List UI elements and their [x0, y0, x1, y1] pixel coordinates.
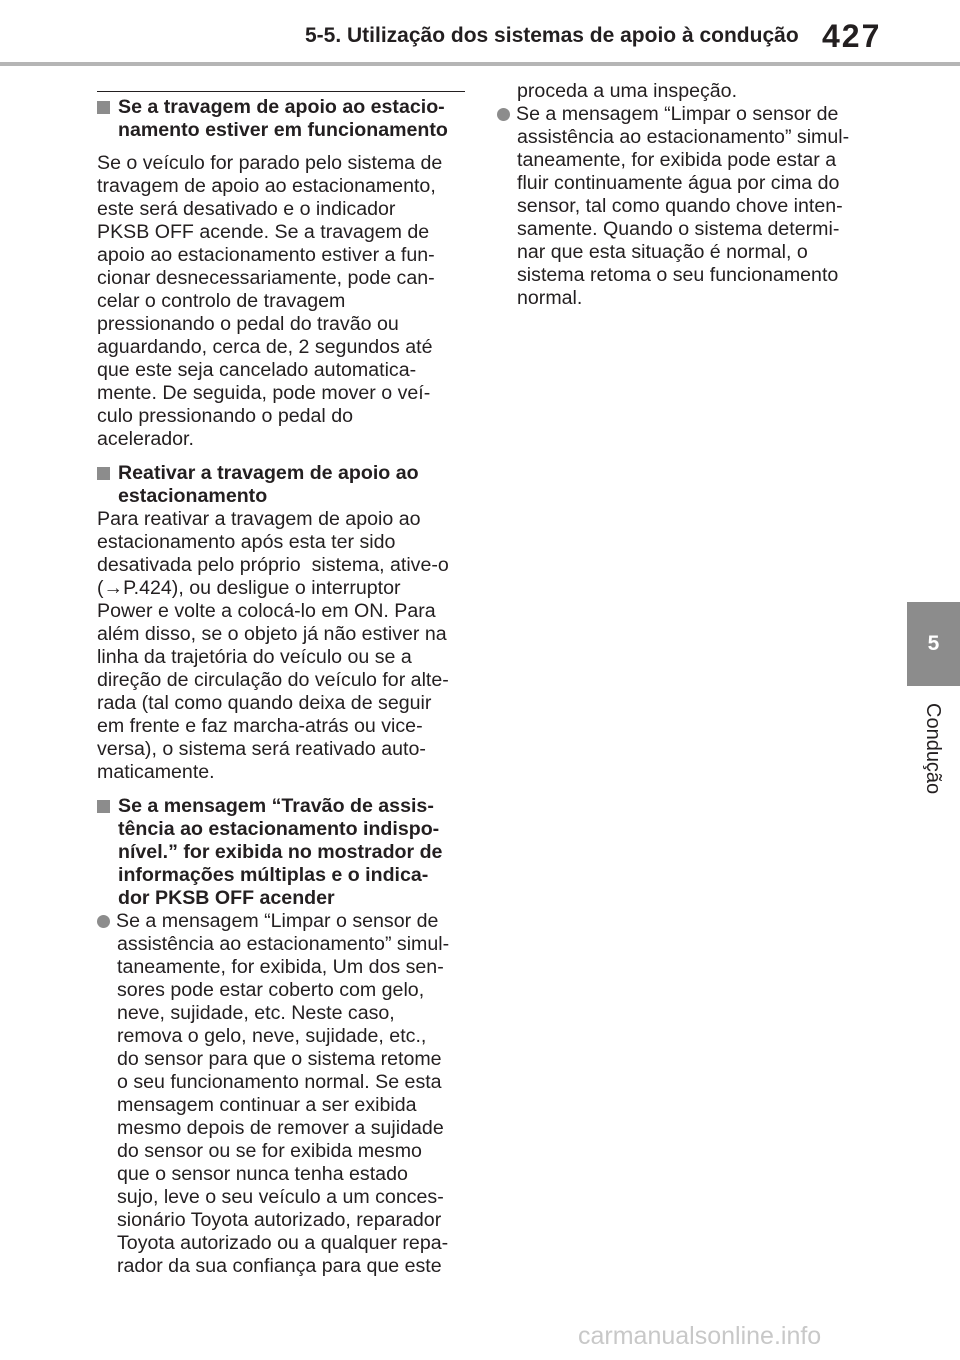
heading-line: dor PKSB OFF acender: [118, 887, 335, 909]
body-line: fluir continuamente água por cima do: [517, 172, 840, 194]
body-line: do sensor ou se for exibida mesmo: [117, 1140, 422, 1162]
bullet-item: [97, 910, 469, 933]
body-line: o seu funcionamento normal. Se esta: [117, 1071, 442, 1093]
body-line: rador da sua confiança para que este: [117, 1255, 442, 1277]
body-line: que o sensor nunca tenha estado: [117, 1163, 408, 1185]
section-brake-unavailable-message: [97, 795, 469, 1278]
section-body: [97, 152, 469, 451]
body-line: taneamente, for exibida pode estar a: [517, 149, 837, 171]
body-line: taneamente, for exibida, Um dos sen-: [117, 956, 444, 978]
body-line: neve, sujidade, etc. Neste caso,: [117, 1002, 395, 1024]
body-line: travagem de apoio ao estacionamento,: [97, 175, 436, 197]
section-body: [97, 508, 469, 784]
body-line: versa), o sistema será reativado auto-: [97, 738, 426, 760]
body-line: Para reativar a travagem de apoio ao: [97, 508, 421, 530]
chapter-tab: [907, 602, 960, 686]
section-heading: [97, 462, 469, 508]
watermark: carmanualsonline.info: [578, 1322, 822, 1350]
bullet-line: Se a mensagem “Limpar o sensor de: [516, 103, 839, 125]
body-line: que este seja cancelado automatica-: [97, 359, 417, 381]
body-line: mesmo depois de remover a sujidade: [117, 1117, 444, 1139]
body-line: proceda a uma inspeção.: [517, 80, 738, 102]
bullet-body: [497, 126, 873, 310]
body-line: do sensor para que o sistema retome: [117, 1048, 442, 1070]
body-line: linha da trajetória do veículo ou se a: [97, 646, 412, 668]
body-line: pressionando o pedal do travão ou: [97, 313, 399, 335]
body-line: em frente e faz marcha-atrás ou vice-: [97, 715, 423, 737]
heading-line: Se a travagem de apoio ao estacio-: [118, 96, 445, 118]
left-column: [97, 96, 469, 1289]
heading-line: tência ao estacionamento indispo-: [118, 818, 440, 840]
body-line: cionar desnecessariamente, pode can-: [97, 267, 435, 289]
body-line: remova o gelo, neve, sujidade, etc.,: [117, 1025, 427, 1047]
body-line: sionário Toyota autorizado, reparador: [117, 1209, 442, 1231]
heading-line: estacionamento: [118, 485, 268, 507]
heading-line: namento estiver em funcionamento: [118, 119, 448, 141]
right-column: [497, 80, 873, 310]
section-heading: [97, 795, 469, 910]
bullet-line: Se a mensagem “Limpar o sensor de: [116, 910, 439, 932]
circle-bullet-icon: [497, 108, 510, 121]
square-bullet-icon: [97, 101, 110, 114]
heading-line: Se a mensagem “Travão de assis-: [118, 795, 434, 817]
body-line: maticamente.: [97, 761, 215, 783]
circle-bullet-icon: [97, 915, 110, 928]
body-line: celar o controlo de travagem: [97, 290, 346, 312]
body-line: rada (tal como quando deixa de seguir: [97, 692, 432, 714]
body-line: sistema retoma o seu funcionamento: [517, 264, 839, 286]
body-line: sores pode estar coberto com gelo,: [117, 979, 425, 1001]
body-line: este será desativado e o indicador: [97, 198, 396, 220]
chapter-number: 5: [927, 632, 940, 655]
body-line: Power e volte a colocá-lo em ON. Para: [97, 600, 436, 622]
body-line: Toyota autorizado ou a qualquer repa-: [117, 1232, 449, 1254]
body-line: além disso, se o objeto já não estiver na: [97, 623, 447, 645]
section-heading: [97, 96, 469, 142]
section-parking-brake-active: [97, 96, 469, 451]
body-line: mensagem continuar a ser exibida: [117, 1094, 417, 1116]
header-rule: [0, 62, 960, 66]
body-line: normal.: [517, 287, 583, 309]
body-line: Se o veículo for parado pelo sistema de: [97, 152, 443, 174]
square-bullet-icon: [97, 467, 110, 480]
heading-line: nível.” for exibida no mostrador de: [118, 841, 443, 863]
body-line: aguardando, cerca de, 2 segundos até: [97, 336, 433, 358]
body-line: assistência ao estacionamento” simul-: [117, 933, 450, 955]
body-line: sensor, tal como quando chove inten-: [517, 195, 843, 217]
column-top-rule: [97, 91, 465, 92]
body-line: apoio ao estacionamento estiver a fun-: [97, 244, 435, 266]
square-bullet-icon: [97, 800, 110, 813]
body-line: acelerador.: [97, 428, 194, 450]
body-line: (→P.424), ou desligue o interruptor: [97, 577, 401, 599]
body-line: assistência ao estacionamento” simul-: [517, 126, 850, 148]
body-line: mente. De seguida, pode mover o veí-: [97, 382, 431, 404]
heading-line: informações múltiplas e o indica-: [118, 864, 429, 886]
section-reactivate-brake: [97, 462, 469, 784]
bullet-body: [97, 933, 469, 1278]
body-line: PKSB OFF acende. Se a travagem de: [97, 221, 430, 243]
body-line: direção de circulação do veículo for alte-: [97, 669, 449, 691]
body-line: estacionamento após esta ter sido: [97, 531, 396, 553]
header-section-title: 5-5. Utilização dos sistemas de apoio à condução: [305, 24, 799, 47]
body-line: nar que esta situação é normal, o: [517, 241, 808, 263]
chapter-label: Condução: [922, 703, 944, 795]
body-line: sujo, leve o seu veículo a um conces-: [117, 1186, 444, 1208]
continuation-text: [497, 80, 873, 103]
page-number: 427: [822, 18, 882, 54]
heading-line: Reativar a travagem de apoio ao: [118, 462, 419, 484]
bullet-item: [497, 103, 873, 126]
body-line: samente. Quando o sistema determi-: [517, 218, 840, 240]
body-line: culo pressionando o pedal do: [97, 405, 354, 427]
body-line: desativada pelo próprio sistema, ative-o: [97, 554, 449, 576]
